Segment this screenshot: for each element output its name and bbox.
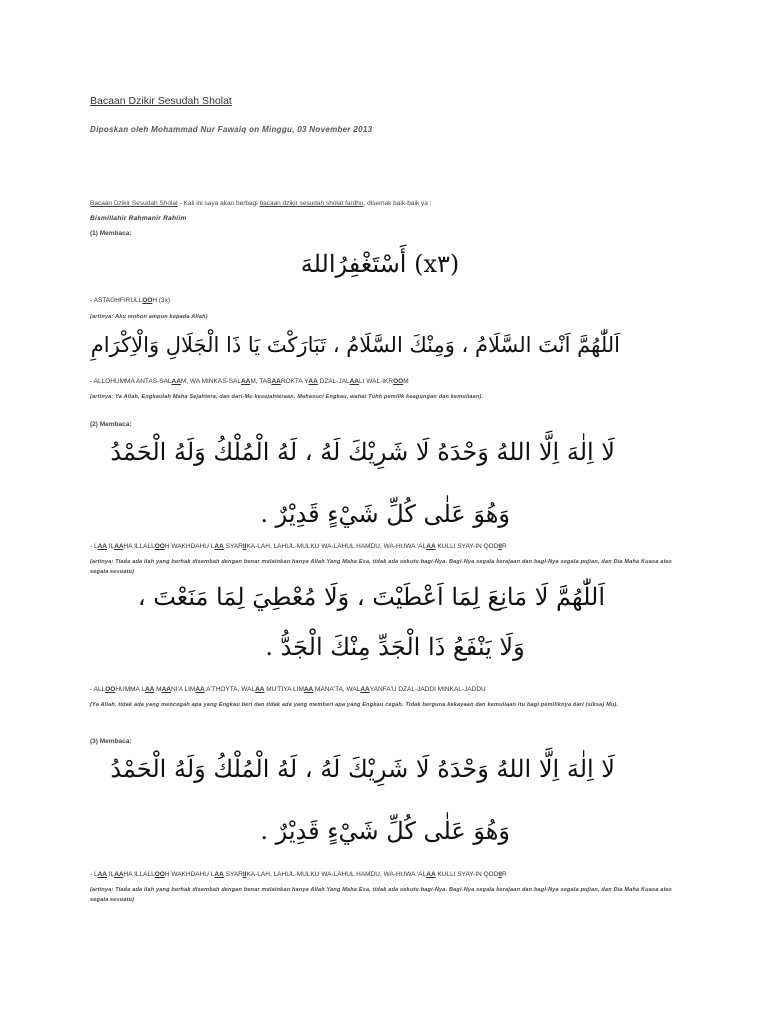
intro-topic-link[interactable]: bacaan dzikir sesudah sholat fardhu [259, 200, 364, 207]
intro-text-end: , disemak baik-baik ya : [363, 200, 432, 207]
section-2b-latin: - ALLOOHUMMA LAA MAANI'A LIMAA A'THOYTA, WALAA MU'TIYA LIMAA MANA'TA, WALAAYANFA'U DZAL-JADDI MINKAL-JADDU [90, 686, 486, 693]
section-1b-latin: - ALLOHUMMA ANTAS-SALAAM, WA MINKAS-SALAAM, TABAAROKTA YAA DZAL-JALAALI WAL-IKROOM [90, 378, 409, 385]
section-1-arabic: (x٣) أَسْتَغْفِرُاللهَ [300, 250, 460, 278]
section-2b-arabic-line-2: وَلَا يَنْفَعُ ذَا الْجَدِّ مِنْكَ الْجَدُّ . [265, 633, 525, 661]
section-1b-translation: (artinya: Ya Allah, Engkaulah Maha Sejahtera, dan dari-Mu kesejahteraan. Mahasuci Engkau, wahai Tuhh pemilik keagungan dan kemuliaan). [90, 394, 484, 400]
section-1-label: (1) Membaca: [90, 230, 132, 237]
post-byline: Diposkan oleh Mohammad Nur Fawaiq on Minggu, 03 November 2013 [90, 125, 373, 134]
section-2-arabic-line-1: لَا اِلٰهَ اِلَّا اللهُ وَحْدَهُ لَا شَرِيْكَ لَهُ ، لَهُ الْمُلْكُ وَلَهُ الْحَمْدُ [110, 438, 615, 466]
section-2b-arabic-line-1: اَللّٰهُمَّ لَا مَانِعَ لِمَا اَعْطَيْتَ ، وَلَا مُعْطِيَ لِمَا مَنَعْتَ ، [137, 583, 605, 611]
section-3-translation: (artinya: Tiada ada ilah yang berhak disembah dengan benar melainkan hanya Allah Yang Maha Esa, tidak ada sekutu bagi-Nya. Bagi-Nya segala kerajaan dan bagi-Nya segala pujian, dan Dia Maha Kuasa atas segala sesuatu) [90, 887, 673, 903]
section-3-latin: - LAA ILAAHA ILLALLOOH WAKHDAHU LAA SYARIIKA-LAH, LAHUL-MULKU WA-LAHUL HAMDU, WA-HUWA 'ALAA KULLI SYAY-IN QODIIR [90, 871, 507, 878]
intro-paragraph [90, 200, 431, 207]
section-2-latin: - LAA ILAAHA ILLALLOOH WAKHDAHU LAA SYARIIKA-LAH, LAHUL-MULKU WA-LAHUL HAMDU, WA-HUWA 'ALAA KULLI SYAY-IN QODIIR [90, 543, 507, 550]
section-2-arabic-line-2: وَهُوَ عَلٰى كُلِّ شَيْءٍ قَدِيْرٌ . [260, 500, 510, 528]
section-3-label: (3) Membaca: [90, 738, 132, 745]
section-3-arabic-line-1: لَا اِلٰهَ اِلَّا اللهُ وَحْدَهُ لَا شَرِيْكَ لَهُ ، لَهُ الْمُلْكُ وَلَهُ الْحَمْدُ [110, 755, 615, 783]
bismillah-text: Bismillahir Rahmanir Rahiim [90, 215, 187, 222]
intro-title-link[interactable]: Bacaan Dzikir Sesudah Sholat [90, 200, 178, 207]
section-2b-translation: (Ya Allah, tidak ada yang mencegah apa yang Engkau beri dan tidak ada yang memberi apa yang Engkau cegah. Tidak berguna kekayaan dan kemuliaan itu bagi pemiliknya dari (siksa) Mu). [90, 702, 619, 708]
section-1b-arabic: اَللّٰهُمَّ اَنْتَ السَّلَامُ ، وَمِنْكَ السَّلَامُ ، تَبَارَكْتَ يَا ذَا الْجَلَالِ وَالْاِكْرَامِ [90, 333, 620, 357]
section-2-label: (2) Membaca: [90, 421, 132, 428]
page-title[interactable]: Bacaan Dzikir Sesudah Sholat [90, 95, 232, 107]
intro-text: - Kali ini saya akan berbagi [177, 200, 260, 207]
section-2-translation: (artinya: Tiada ada ilah yang berhak disembah dengan benar melainkan hanya Allah Yang Maha Esa, tidak ada sekutu bagi-Nya. Bagi-Nya segala kerajaan dan bagi-Nya segala pujian, dan Dia Maha Kuasa atas segala sesuatu) [90, 559, 673, 575]
section-1-latin: - ASTAGHFIRULLOOH (3x) [90, 297, 171, 304]
section-3-arabic-line-2: وَهُوَ عَلٰى كُلِّ شَيْءٍ قَدِيْرٌ . [260, 817, 510, 845]
section-1-translation: (artinya: Aku mohon ampun kepada Allah) [90, 314, 208, 320]
